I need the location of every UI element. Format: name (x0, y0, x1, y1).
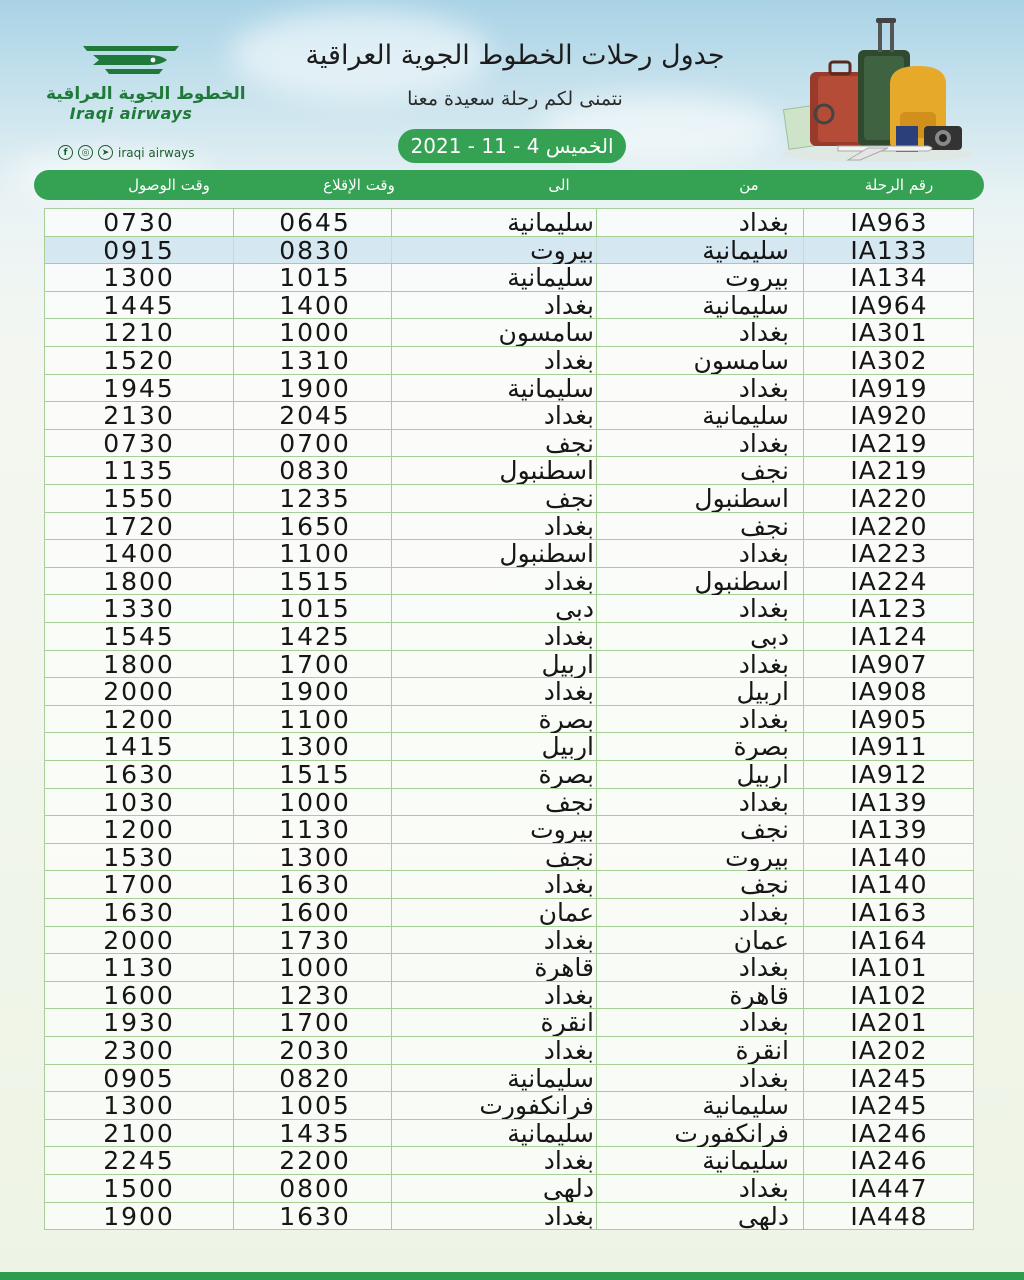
arrival-time-cell: 1500 (103, 1175, 175, 1202)
table-row (45, 761, 973, 789)
table-row (45, 513, 973, 541)
table-row (45, 1203, 973, 1231)
from-cell: بغداد (738, 788, 789, 816)
flight-number-cell: IA912 (850, 761, 928, 788)
arrival-time-cell: 1210 (103, 319, 175, 347)
table-row (45, 954, 973, 982)
arrival-time-cell: 1800 (103, 567, 175, 595)
to-cell: قاهرة (534, 954, 594, 982)
table-row (45, 1009, 973, 1037)
luggage-illustration (778, 14, 978, 164)
departure-time-cell: 1630 (279, 871, 351, 899)
arrival-time-cell: 1130 (103, 954, 175, 982)
arrival-time-cell: 1200 (103, 705, 175, 733)
flight-number-cell: IA140 (850, 871, 928, 899)
from-cell: نجف (740, 457, 789, 485)
telegram-icon[interactable]: ➤ (98, 145, 113, 160)
departure-time-cell: 1515 (279, 567, 351, 595)
date-badge: الخميس 4 - 11 - 2021 (398, 129, 626, 163)
to-cell: دبى (555, 595, 594, 623)
flight-number-cell: IA102 (850, 981, 928, 1009)
departure-time-cell: 0645 (279, 209, 351, 236)
arrival-time-cell: 1445 (103, 291, 175, 319)
to-cell: بغداد (543, 1202, 594, 1230)
header-flight-number: رقم الرحلة (864, 176, 934, 194)
to-cell: اسطنبول (499, 540, 594, 568)
departure-time-cell: 1235 (279, 485, 351, 512)
departure-time-cell: 0700 (279, 429, 351, 457)
from-cell: سليمانية (702, 236, 789, 264)
from-cell: بغداد (738, 209, 789, 236)
departure-time-cell: 0820 (279, 1064, 351, 1092)
departure-time-cell: 1015 (279, 595, 351, 623)
from-cell: بغداد (738, 705, 789, 733)
table-row (45, 789, 973, 817)
to-cell: فرانكفورت (479, 1092, 594, 1120)
from-cell: بغداد (738, 540, 789, 568)
arrival-time-cell: 2100 (103, 1119, 175, 1147)
arrival-time-cell: 2000 (103, 926, 175, 954)
social-links (58, 145, 195, 160)
to-cell: اربيل (541, 733, 594, 761)
departure-time-cell: 1300 (279, 733, 351, 761)
table-row (45, 485, 973, 513)
flight-number-cell: IA223 (850, 540, 928, 568)
flight-number-cell: IA246 (850, 1147, 928, 1175)
header-arrival: وقت الوصول (128, 176, 210, 194)
arrival-time-cell: 1550 (103, 485, 175, 512)
to-cell: اسطنبول (499, 457, 594, 485)
to-cell: سليمانية (507, 1119, 594, 1147)
flight-number-cell: IA219 (850, 429, 928, 457)
table-row (45, 982, 973, 1010)
departure-time-cell: 0830 (279, 236, 351, 264)
from-cell: عمان (733, 926, 789, 954)
table-row (45, 1120, 973, 1148)
brand-logo (46, 38, 246, 123)
flight-number-cell: IA245 (850, 1092, 928, 1120)
table-row (45, 430, 973, 458)
departure-time-cell: 1515 (279, 761, 351, 788)
to-cell: بغداد (543, 291, 594, 319)
departure-time-cell: 1015 (279, 264, 351, 292)
from-cell: اسطنبول (694, 567, 789, 595)
page-subtitle: نتمنى لكم رحلة سعيدة معنا (407, 88, 623, 110)
departure-time-cell: 2045 (279, 402, 351, 430)
table-row (45, 595, 973, 623)
flight-number-cell: IA447 (850, 1175, 928, 1202)
from-cell: بيروت (725, 843, 789, 871)
from-cell: اربيل (736, 761, 789, 788)
arrival-time-cell: 1415 (103, 733, 175, 761)
departure-time-cell: 1230 (279, 981, 351, 1009)
header-departure: وقت الإقلاع (323, 176, 395, 194)
from-cell: بغداد (738, 319, 789, 347)
from-cell: بغداد (738, 1175, 789, 1202)
to-cell: بصرة (538, 761, 594, 788)
flight-number-cell: IA201 (850, 1009, 928, 1037)
to-cell: بصرة (538, 705, 594, 733)
table-row (45, 402, 973, 430)
table-row (45, 457, 973, 485)
table-row (45, 899, 973, 927)
table-row (45, 540, 973, 568)
table-row (45, 733, 973, 761)
flight-number-cell: IA245 (850, 1064, 928, 1092)
arrival-time-cell: 0730 (103, 209, 175, 236)
to-cell: عمان (538, 899, 594, 926)
flight-number-cell: IA907 (850, 650, 928, 678)
to-cell: بغداد (543, 981, 594, 1009)
bird-emblem-icon (79, 38, 183, 82)
from-cell: بغداد (738, 1009, 789, 1037)
arrival-time-cell: 1945 (103, 374, 175, 402)
to-cell: بغداد (543, 1037, 594, 1064)
flight-number-cell: IA163 (850, 899, 928, 926)
from-cell: انقرة (735, 1037, 789, 1064)
page-title: جدول رحلات الخطوط الجوية العراقية (305, 40, 725, 71)
departure-time-cell: 1005 (279, 1092, 351, 1120)
arrival-time-cell: 0905 (103, 1064, 175, 1092)
arrival-time-cell: 1135 (103, 457, 175, 485)
to-cell: بغداد (543, 512, 594, 540)
from-cell: قاهرة (729, 981, 789, 1009)
instagram-icon[interactable]: ◎ (78, 145, 93, 160)
table-row (45, 1147, 973, 1175)
departure-time-cell: 1000 (279, 319, 351, 347)
flight-number-cell: IA964 (850, 291, 928, 319)
table-row (45, 1092, 973, 1120)
brand-name-arabic: الخطوط الجوية العراقية (46, 84, 246, 104)
flight-number-cell: IA246 (850, 1119, 928, 1147)
departure-time-cell: 1100 (279, 540, 351, 568)
flight-number-cell: IA963 (850, 209, 928, 236)
to-cell: بيروت (530, 816, 594, 844)
arrival-time-cell: 0730 (103, 429, 175, 457)
from-cell: بيروت (725, 264, 789, 292)
departure-time-cell: 1300 (279, 843, 351, 871)
departure-time-cell: 1000 (279, 954, 351, 982)
arrival-time-cell: 2245 (103, 1147, 175, 1175)
from-cell: بغداد (738, 899, 789, 926)
arrival-time-cell: 0915 (103, 236, 175, 264)
departure-time-cell: 1425 (279, 623, 351, 650)
arrival-time-cell: 1930 (103, 1009, 175, 1037)
from-cell: سليمانية (702, 1147, 789, 1175)
from-cell: بصرة (733, 733, 789, 761)
departure-time-cell: 1900 (279, 678, 351, 706)
flight-number-cell: IA202 (850, 1037, 928, 1064)
from-cell: بغداد (738, 374, 789, 402)
departure-time-cell: 1650 (279, 512, 351, 540)
table-row (45, 623, 973, 651)
table-row (45, 347, 973, 375)
table-row (45, 319, 973, 347)
departure-time-cell: 2030 (279, 1037, 351, 1064)
from-cell: دلهى (737, 1202, 789, 1230)
arrival-time-cell: 1720 (103, 512, 175, 540)
from-cell: سليمانية (702, 1092, 789, 1120)
table-row (45, 651, 973, 679)
arrival-time-cell: 1530 (103, 843, 175, 871)
departure-time-cell: 1900 (279, 374, 351, 402)
flight-number-cell: IA908 (850, 678, 928, 706)
flight-number-cell: IA220 (850, 485, 928, 512)
table-row (45, 1175, 973, 1203)
departure-time-cell: 2200 (279, 1147, 351, 1175)
arrival-time-cell: 1330 (103, 595, 175, 623)
departure-time-cell: 1000 (279, 788, 351, 816)
departure-time-cell: 1630 (279, 1202, 351, 1230)
facebook-icon[interactable]: f (58, 145, 73, 160)
table-row (45, 292, 973, 320)
from-cell: بغداد (738, 650, 789, 678)
from-cell: سليمانية (702, 402, 789, 430)
arrival-time-cell: 2130 (103, 402, 175, 430)
to-cell: بغداد (543, 1147, 594, 1175)
flight-number-cell: IA164 (850, 926, 928, 954)
from-cell: سليمانية (702, 291, 789, 319)
arrival-time-cell: 2000 (103, 678, 175, 706)
table-row (45, 927, 973, 955)
flight-number-cell: IA448 (850, 1202, 928, 1230)
to-cell: نجف (545, 788, 594, 816)
footer-bar (0, 1272, 1024, 1280)
flight-number-cell: IA123 (850, 595, 928, 623)
to-cell: سليمانية (507, 374, 594, 402)
departure-time-cell: 0830 (279, 457, 351, 485)
flight-number-cell: IA139 (850, 788, 928, 816)
header-from: من (739, 176, 759, 194)
table-row (45, 871, 973, 899)
departure-time-cell: 1100 (279, 705, 351, 733)
arrival-time-cell: 1600 (103, 981, 175, 1009)
arrival-time-cell: 1030 (103, 788, 175, 816)
flight-number-cell: IA919 (850, 374, 928, 402)
flight-number-cell: IA134 (850, 264, 928, 292)
arrival-time-cell: 1300 (103, 264, 175, 292)
departure-time-cell: 1310 (279, 347, 351, 374)
departure-time-cell: 1730 (279, 926, 351, 954)
flight-number-cell: IA101 (850, 954, 928, 982)
arrival-time-cell: 1400 (103, 540, 175, 568)
arrival-time-cell: 1800 (103, 650, 175, 678)
flight-number-cell: IA920 (850, 402, 928, 430)
arrival-time-cell: 1545 (103, 623, 175, 650)
to-cell: نجف (545, 429, 594, 457)
table-header-bar (34, 170, 984, 200)
to-cell: بيروت (530, 236, 594, 264)
to-cell: بغداد (543, 402, 594, 430)
table-row (45, 678, 973, 706)
to-cell: انقرة (540, 1009, 594, 1037)
from-cell: نجف (740, 871, 789, 899)
table-row (45, 1037, 973, 1065)
departure-time-cell: 1600 (279, 899, 351, 926)
to-cell: بغداد (543, 871, 594, 899)
table-row (45, 706, 973, 734)
table-row (45, 209, 973, 237)
from-cell: بغداد (738, 595, 789, 623)
from-cell: نجف (740, 512, 789, 540)
arrival-time-cell: 1630 (103, 899, 175, 926)
to-cell: سليمانية (507, 264, 594, 292)
to-cell: سامسون (498, 319, 594, 347)
to-cell: بغداد (543, 678, 594, 706)
to-cell: بغداد (543, 926, 594, 954)
flight-number-cell: IA302 (850, 347, 928, 374)
table-row (45, 375, 973, 403)
to-cell: سليمانية (507, 209, 594, 236)
social-handle[interactable]: iraqi airways (118, 145, 195, 160)
flight-number-cell: IA220 (850, 512, 928, 540)
from-cell: اسطنبول (694, 485, 789, 512)
to-cell: اربيل (541, 650, 594, 678)
table-row (45, 568, 973, 596)
flight-number-cell: IA911 (850, 733, 928, 761)
table-row (45, 264, 973, 292)
table-row (45, 237, 973, 265)
header-to: الى (548, 176, 570, 194)
departure-time-cell: 1400 (279, 291, 351, 319)
departure-time-cell: 1700 (279, 1009, 351, 1037)
flight-number-cell: IA301 (850, 319, 928, 347)
from-cell: نجف (740, 816, 789, 844)
table-row (45, 1065, 973, 1093)
arrival-time-cell: 1900 (103, 1202, 175, 1230)
departure-time-cell: 0800 (279, 1175, 351, 1202)
to-cell: سليمانية (507, 1064, 594, 1092)
from-cell: بغداد (738, 429, 789, 457)
to-cell: نجف (545, 843, 594, 871)
to-cell: بغداد (543, 347, 594, 374)
departure-time-cell: 1435 (279, 1119, 351, 1147)
to-cell: بغداد (543, 567, 594, 595)
table-row (45, 816, 973, 844)
arrival-time-cell: 1630 (103, 761, 175, 788)
flights-table (44, 208, 974, 1230)
to-cell: دلهى (542, 1175, 594, 1202)
from-cell: بغداد (738, 1064, 789, 1092)
to-cell: نجف (545, 485, 594, 512)
departure-time-cell: 1700 (279, 650, 351, 678)
flight-number-cell: IA124 (850, 623, 928, 650)
flight-number-cell: IA905 (850, 705, 928, 733)
flight-number-cell: IA140 (850, 843, 928, 871)
arrival-time-cell: 1200 (103, 816, 175, 844)
from-cell: دبى (750, 623, 789, 650)
to-cell: بغداد (543, 623, 594, 650)
arrival-time-cell: 1520 (103, 347, 175, 374)
brand-name-english: Iraqi airways (69, 104, 193, 123)
from-cell: سامسون (693, 347, 789, 374)
arrival-time-cell: 1300 (103, 1092, 175, 1120)
table-row (45, 844, 973, 872)
flight-number-cell: IA224 (850, 567, 928, 595)
flight-number-cell: IA139 (850, 816, 928, 844)
flight-number-cell: IA219 (850, 457, 928, 485)
arrival-time-cell: 1700 (103, 871, 175, 899)
flight-number-cell: IA133 (850, 236, 928, 264)
from-cell: بغداد (738, 954, 789, 982)
arrival-time-cell: 2300 (103, 1037, 175, 1064)
from-cell: فرانكفورت (674, 1119, 789, 1147)
from-cell: اربيل (736, 678, 789, 706)
departure-time-cell: 1130 (279, 816, 351, 844)
